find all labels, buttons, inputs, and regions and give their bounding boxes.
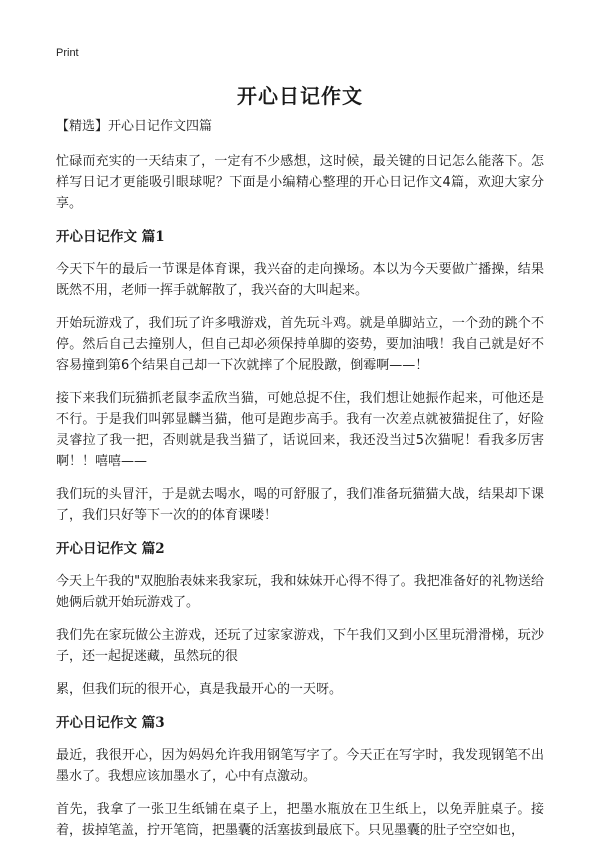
article-subtitle: 【精选】开心日记作文四篇 [56,119,213,134]
section-heading-2: 开心日记作文 篇2 [56,541,165,557]
section-1-paragraph-1: 今天下午的最后一节课是体育课，我兴奋的走向操场。本以为今天要做广播操，结果既然不用，老师一挥手就解散了，我兴奋的大叫起来。 [56,262,544,298]
section-2-paragraph-3: 累，但我们玩的很开心，真是我最开心的一天呀。 [56,682,343,697]
intro-paragraph: 忙碌而充实的一天结束了，一定有不少感想，这时候，最关键的日记怎么能落下。怎样写日记才更能吸引眼球呢？下面是小编精心整理的开心日记作文4篇，欢迎大家分享。 [56,154,544,211]
print-link[interactable]: Print [56,47,79,59]
section-1-paragraph-3: 接下来我们玩猫抓老鼠李孟欣当猫，可她总捉不住，我们想让她振作起来，可他还是不行。于是我们叫郭显麟当猫，他可是跑步高手。我有一次差点就被猫捉住了，好险灵睿拉了我一把，否则就是我当猫了，话说回来，我还没当过5次猫呢！看我多厉害啊！！嘻嘻—— [56,391,544,469]
section-2-paragraph-2: 我们先在家玩做公主游戏，还玩了过家家游戏，下午我们又到小区里玩滑滑梯，玩沙子，还一起捉迷藏，虽然玩的很 [56,628,544,664]
page-title: 开心日记作文 [237,84,363,108]
section-3-paragraph-1: 最近，我很开心，因为妈妈允许我用钢笔写字了。今天正在写字时，我发现钢笔不出墨水了。我想应该加墨水了，心中有点激动。 [56,748,544,784]
section-heading-3: 开心日记作文 篇3 [56,715,165,731]
article-body [56,117,544,853]
section-heading-1: 开心日记作文 篇1 [56,229,165,245]
section-1-paragraph-4: 我们玩的头冒汗，于是就去喝水，喝的可舒服了，我们准备玩猫猫大战，结果却下课了，我们只好等下一次的的体育课喽！ [56,487,544,523]
section-3-paragraph-2: 首先，我拿了一张卫生纸铺在桌子上，把墨水瓶放在卫生纸上，以免弄脏桌子。接着，拔掉笔盖，拧开笔筒，把墨囊的活塞拔到最底下。只见墨囊的肚子空空如也， [56,802,544,838]
section-2-paragraph-1: 今天上午我的"双胞胎表妹来我家玩，我和妹妹开心得不得了。我把准备好的礼物送给她俩后就开始玩游戏了。 [56,574,544,610]
section-1-paragraph-2: 开始玩游戏了，我们玩了许多哦游戏，首先玩斗鸡。就是单脚站立，一个劲的跳个不停。然后自己去撞别人，但自己却必须保持单脚的姿势，要加油哦！我自己就是好不容易撞到第6个结果自己却一下次就摔了个屁股蹾，倒霉啊——！ [56,316,544,373]
